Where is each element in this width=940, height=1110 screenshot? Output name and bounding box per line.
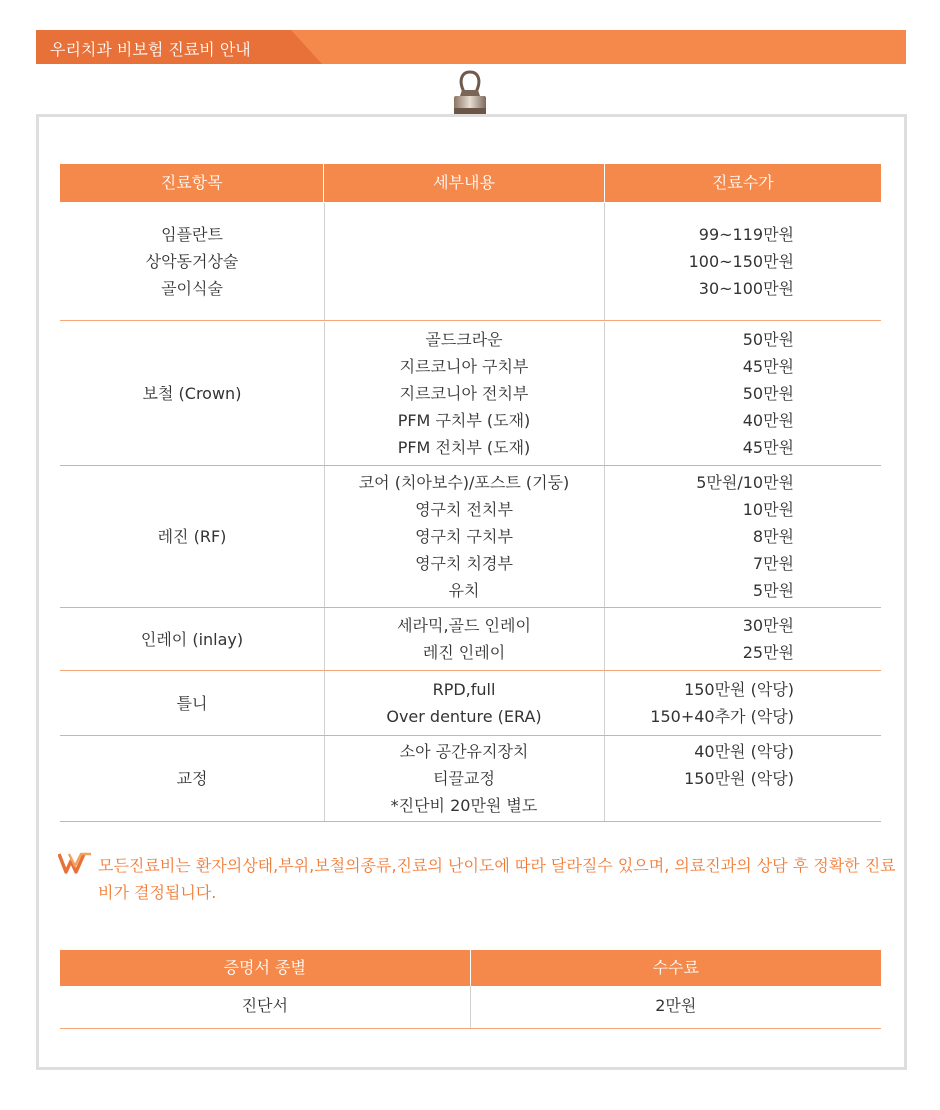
price-line: 150만원 (악당) — [684, 680, 794, 699]
header-certificate-type: 증명서 종별 — [60, 950, 471, 986]
price-line: 45만원 — [742, 357, 794, 376]
certificate-fee: 2만원 — [655, 996, 697, 1015]
notice-text: 모든진료비는 환자의상태,부위,보철의종류,진료의 난이도에 따라 달라질수 있으며, 의료진과의 상담 후 정확한 진료비가 결정됩니다. — [98, 856, 896, 902]
detail-line: 레진 인레이 — [422, 643, 506, 662]
details-cell — [324, 671, 604, 735]
details-cell — [324, 322, 604, 465]
price-line: 50만원 — [742, 330, 794, 349]
certificate-table-header — [60, 950, 881, 986]
detail-line: 지르코니아 전치부 — [399, 384, 529, 403]
detail-line: PFM 전치부 (도재) — [397, 438, 531, 457]
table-row — [60, 203, 881, 321]
item-cell — [60, 608, 324, 670]
detail-line: RPD,full — [432, 680, 496, 699]
detail-line: Over denture (ERA) — [386, 707, 542, 726]
item-line: 보철 (Crown) — [142, 384, 242, 403]
detail-line: 지르코니아 구치부 — [399, 357, 529, 376]
item-line: 교정 — [176, 769, 208, 788]
item-cell — [60, 203, 324, 320]
item-line: 상악동거상술 — [145, 252, 239, 271]
certificate-row — [60, 986, 881, 1029]
detail-line: *진단비 20만원 별도 — [390, 796, 538, 815]
price-line: 45만원 — [742, 438, 794, 457]
price-cell — [604, 736, 794, 821]
table-row — [60, 736, 881, 822]
price-line: 5만원/10만원 — [696, 473, 794, 492]
price-line: 40만원 — [742, 411, 794, 430]
item-cell — [60, 322, 324, 465]
detail-line: 유치 — [448, 581, 480, 600]
detail-line: 골드크라운 — [425, 330, 503, 349]
title-bar — [36, 30, 906, 64]
item-cell — [60, 466, 324, 607]
price-line: 150만원 (악당) — [684, 769, 794, 788]
item-line: 골이식술 — [161, 279, 223, 298]
table-row — [60, 322, 881, 466]
price-line: 99~119만원 — [698, 225, 794, 244]
price-line: 10만원 — [742, 500, 794, 519]
detail-line: 코어 (치아보수)/포스트 (기둥) — [358, 473, 570, 492]
item-cell — [60, 736, 324, 821]
fee-table-header — [60, 164, 881, 202]
detail-line: 티끌교정 — [433, 769, 495, 788]
item-cell — [60, 671, 324, 735]
item-line: 틀니 — [176, 693, 208, 713]
price-line: 40만원 (악당) — [694, 742, 794, 761]
detail-line: 영구치 구치부 — [415, 527, 513, 546]
table-row — [60, 671, 881, 736]
price-cell — [604, 466, 794, 607]
certificate-type: 진단서 — [60, 986, 471, 1028]
detail-line: 세라믹,골드 인레이 — [397, 616, 531, 635]
price-line: 30만원 — [742, 616, 794, 635]
price-line: 7만원 — [752, 554, 794, 573]
table-row — [60, 608, 881, 671]
header-item: 진료항목 — [60, 164, 324, 202]
price-line: 150+40추가 (악당) — [650, 707, 794, 726]
header-details: 세부내용 — [324, 164, 604, 202]
details-cell — [324, 466, 604, 607]
price-cell — [604, 322, 794, 465]
price-line: 30~100만원 — [698, 279, 794, 298]
details-cell — [324, 203, 604, 320]
detail-line: 영구치 치경부 — [415, 554, 513, 573]
details-cell — [324, 736, 604, 821]
item-line: 레진 (RF) — [157, 527, 227, 546]
price-cell — [604, 203, 794, 320]
price-line: 5만원 — [752, 581, 794, 600]
price-line: 25만원 — [742, 643, 794, 662]
table-row — [60, 466, 881, 608]
price-cell — [604, 671, 794, 735]
price-line: 8만원 — [752, 527, 794, 546]
detail-line: 소아 공간유지장치 — [399, 742, 529, 761]
page-title: 우리치과 비보험 진료비 안내 — [50, 40, 251, 59]
w-logo-icon — [58, 852, 92, 874]
header-price: 진료수가 — [711, 173, 774, 192]
item-line: 인레이 (inlay) — [140, 629, 244, 649]
item-line: 임플란트 — [161, 225, 223, 244]
price-line: 50만원 — [742, 384, 794, 403]
detail-line: PFM 구치부 (도재) — [397, 411, 531, 430]
price-line: 100~150만원 — [688, 252, 794, 271]
detail-line: 영구치 전치부 — [415, 500, 513, 519]
binder-clip-icon — [440, 70, 500, 122]
details-cell — [324, 608, 604, 670]
header-fee: 수수료 — [652, 958, 699, 977]
price-cell — [604, 608, 794, 670]
